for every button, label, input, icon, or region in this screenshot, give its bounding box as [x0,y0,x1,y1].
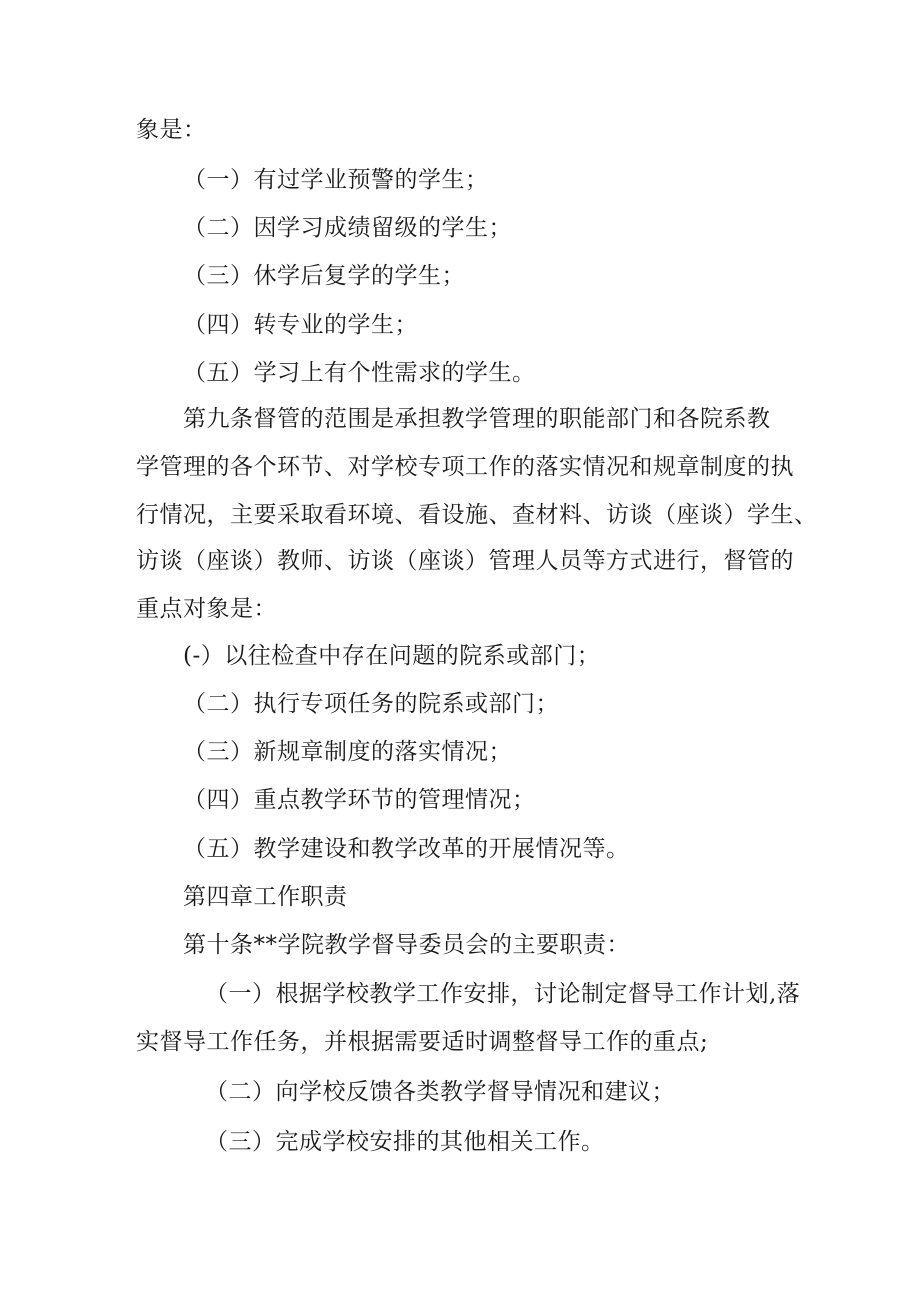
article-paragraph-line: 行情况，主要采取看环境、看设施、查材料、访谈（座谈）学生、 [136,502,818,528]
list-item: （三）休学后复学的学生； [183,263,465,289]
list-item: （一）根据学校教学工作安排，讨论制定督导工作计划,落 [205,981,801,1007]
list-item: （二）因学习成绩留级的学生； [183,215,512,241]
list-item: （五）学习上有个性需求的学生。 [183,360,536,386]
list-item: （二）执行专项任务的院系或部门； [183,691,559,717]
text-line: 象是： [136,117,207,143]
list-item: （三）完成学校安排的其他相关工作。 [205,1129,605,1155]
article-heading: 第十条**学院教学督导委员会的主要职责： [183,932,630,958]
list-item: （三）新规章制度的落实情况； [183,739,512,765]
article-paragraph-line: 访谈（座谈）教师、访谈（座谈）管理人员等方式进行，督管的 [136,548,794,574]
list-item: （四）重点教学环节的管理情况； [183,787,536,813]
list-item: (-）以往检查中存在问题的院系或部门； [183,643,601,669]
list-item: （一）有过学业预警的学生； [183,167,489,193]
list-item: （二）向学校反馈各类教学督导情况和建议； [205,1079,675,1105]
chapter-heading: 第四章工作职责 [183,884,348,910]
list-item-continuation: 实督导工作任务，并根据需要适时调整督导工作的重点; [136,1029,709,1055]
list-item: （四）转专业的学生； [183,312,418,338]
list-item: （五）教学建设和教学改革的开展情况等。 [183,836,630,862]
article-paragraph-start: 第九条督管的范围是承担教学管理的职能部门和各院系教 [183,406,771,432]
article-paragraph-line: 重点对象是： [136,596,277,622]
article-paragraph-line: 学管理的各个环节、对学校专项工作的落实情况和规章制度的执 [136,454,794,480]
